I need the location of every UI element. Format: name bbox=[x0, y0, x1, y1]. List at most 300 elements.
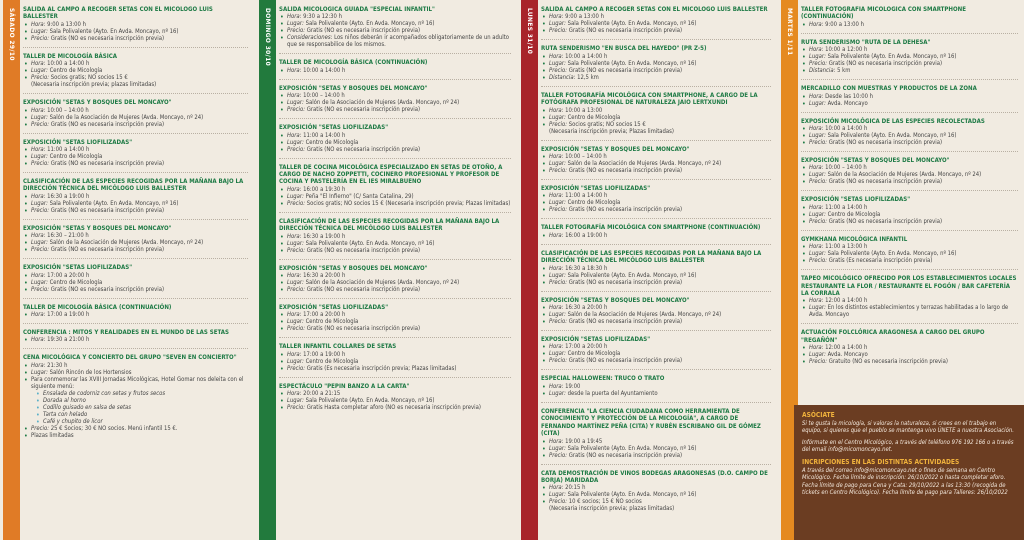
event-block bbox=[541, 470, 771, 518]
event-block bbox=[23, 139, 248, 173]
detail-separator: : bbox=[46, 114, 50, 121]
event-title: EXPOSICIÓN "SETAS Y BOSQUES DEL MONCAYO" bbox=[541, 145, 690, 153]
detail-separator: : bbox=[302, 319, 306, 326]
event-detail-line bbox=[541, 266, 771, 273]
detail-key: Hora bbox=[287, 351, 300, 358]
detail-separator: : bbox=[43, 233, 48, 240]
event-detail-line bbox=[541, 122, 771, 129]
detail-separator: : bbox=[821, 93, 826, 100]
event-detail-line bbox=[23, 363, 248, 370]
detail-key: Precio bbox=[287, 146, 304, 153]
event-title: GYMKHANA MICOLÓGICA INFANTIL bbox=[801, 235, 908, 243]
detail-key: Hora bbox=[287, 391, 300, 398]
event-title: TALLER DE COCINA MICOLÓGICA ESPECIALIZADO EN SETAS DE OTOÑO, A CARGO DE NACHO ZOPPETTI, COCINERO PROFESIONAL Y PROFESOR DE COCINA Y PASTELERÍA EN EL IES MIRALBUENO bbox=[279, 163, 503, 186]
detail-value: Gratis (NO es necesaria inscripción previa) bbox=[50, 35, 165, 42]
event-detail-line bbox=[541, 75, 771, 82]
detail-separator: : bbox=[302, 398, 306, 405]
detail-key: Hora bbox=[549, 53, 562, 60]
event-detail-line bbox=[279, 35, 511, 49]
detail-key: Lugar bbox=[549, 200, 565, 207]
detail-key: Hora bbox=[31, 337, 44, 344]
detail-separator: : bbox=[825, 218, 829, 225]
detail-value: Gratis (NO es necesaria inscripción previa) bbox=[306, 247, 421, 254]
detail-value: 17:00 a 20:00 h bbox=[47, 272, 90, 279]
detail-key: Lugar bbox=[287, 139, 303, 146]
detail-value: Socios gratis; NO socios 15 € bbox=[568, 121, 646, 128]
detail-separator: : bbox=[303, 365, 307, 372]
detail-key: Lugar bbox=[549, 312, 565, 319]
detail-key: Hora bbox=[31, 272, 44, 279]
detail-key: Precio bbox=[809, 140, 826, 147]
detail-separator: : bbox=[47, 286, 51, 293]
detail-key: Distancia bbox=[549, 74, 574, 81]
detail-separator: : bbox=[825, 359, 829, 366]
detail-value: Desde las 10:00 h bbox=[825, 93, 874, 100]
detail-separator: : bbox=[564, 351, 568, 358]
event-title: CLASIFICACIÓN DE LAS ESPECIES RECOGIDAS POR LA MAÑANA BAJO LA DIRECCIÓN TÉCNICA DEL MICÓLOGO LUIS BALLESTER bbox=[279, 217, 500, 233]
menu-item: • Codillo guisado en salsa de setas bbox=[23, 405, 248, 412]
detail-value: Sala Polivalente (Ayto. En Avda. Moncayo, nº 16) bbox=[49, 28, 179, 35]
detail-key: Precio bbox=[809, 258, 826, 265]
detail-value: 17:00 a 20:00 h bbox=[303, 312, 346, 319]
detail-separator: : bbox=[43, 272, 48, 279]
detail-separator: : bbox=[299, 14, 304, 21]
event-title: CONFERENCIA : MITOS Y REALIDADES EN EL MUNDO DE LAS SETAS bbox=[23, 329, 229, 337]
detail-value: Centro de Micología bbox=[827, 211, 881, 218]
event-title: TALLER FOTOGRAFÍA MICOLÓGICA CON SMARTPHONE, A CARGO DE LA FOTÓGRAFA PROFESIONAL DE NATURALEZA JAIO LERTXUNDI bbox=[541, 91, 758, 107]
event-title: TALLER DE MICOLOGÍA BÁSICA bbox=[23, 52, 118, 60]
detail-value: 19:30 a 21:00 h bbox=[47, 337, 90, 344]
event-detail-line bbox=[23, 337, 248, 344]
day-label-monday: LUNES 31/10 bbox=[526, 8, 534, 55]
detail-value: Socios gratis; NO socios 15 € (Necesaria inscripción previa; Plazas limitadas) bbox=[306, 200, 511, 207]
event-detail-line bbox=[23, 370, 248, 377]
event-detail-line bbox=[279, 201, 511, 208]
detail-value: Centro de Micología bbox=[567, 351, 621, 358]
event-detail-line bbox=[541, 439, 771, 446]
event-title: SALIDA AL CAMPO A RECOGER SETAS CON EL MICÓLOGO LUIS BALLESTER bbox=[23, 6, 213, 21]
detail-value: Gratis (NO es necesaria inscripción previa) bbox=[568, 279, 683, 286]
event-detail-line bbox=[23, 273, 248, 280]
detail-separator: : bbox=[573, 74, 578, 81]
event-detail-line bbox=[279, 194, 511, 201]
detail-value: 20:00 a 21:15 bbox=[303, 391, 341, 398]
detail-key: Lugar bbox=[287, 319, 303, 326]
detail-separator: : bbox=[299, 93, 304, 100]
detail-value: 17:00 a 19:00 h bbox=[47, 312, 90, 319]
event-note: (Necesaria inscripción previa; Plazas limitadas) bbox=[549, 128, 674, 135]
detail-value: 21:30 h bbox=[47, 362, 68, 369]
detail-separator: : bbox=[299, 132, 304, 139]
event-block bbox=[541, 45, 771, 86]
detail-separator: : bbox=[824, 251, 828, 258]
event-block bbox=[23, 178, 248, 220]
detail-key: Hora bbox=[287, 186, 300, 193]
event-detail-line bbox=[801, 345, 1018, 352]
detail-value: 10:00 – 14:00 h bbox=[47, 107, 89, 114]
detail-separator: : bbox=[46, 369, 50, 376]
detail-value: Avda. Moncayo bbox=[827, 100, 868, 107]
event-detail-line bbox=[23, 122, 248, 129]
event-title: TALLER FOTOGRAFÍA MICOLÓGICA CON SMARTPHONE (CONTINUACIÓN) bbox=[541, 224, 761, 232]
detail-key: Hora bbox=[549, 193, 562, 200]
event-detail-line bbox=[279, 287, 511, 294]
detail-key: Hora bbox=[31, 147, 44, 154]
event-text: • Plazas limitadas bbox=[23, 433, 248, 440]
detail-key: Hora bbox=[549, 344, 562, 351]
detail-value: 11:00 a 14:00 h bbox=[303, 132, 346, 139]
detail-key: Hora bbox=[549, 305, 562, 312]
event-detail-line bbox=[801, 219, 1018, 226]
detail-key: Hora bbox=[809, 345, 822, 352]
event-block bbox=[541, 185, 771, 219]
event-detail-line bbox=[541, 207, 771, 214]
event-detail-line bbox=[279, 140, 511, 147]
detail-key: Lugar bbox=[31, 240, 47, 247]
event-title: CLASIFICACIÓN DE LAS ESPECIES RECOGIDAS POR LA MAÑANA BAJO LA DIRECCIÓN TÉCNICA DEL MICÓLOGO LUIS BALLESTER bbox=[23, 178, 244, 193]
detail-separator: : bbox=[46, 240, 50, 247]
detail-key: Hora bbox=[31, 193, 44, 200]
event-detail-line bbox=[279, 234, 511, 241]
detail-value: 9:00 a 13:00 h bbox=[565, 14, 604, 21]
detail-key: Precio bbox=[31, 161, 48, 168]
detail-key: Hora bbox=[31, 362, 44, 369]
event-title: SALIDA AL CAMPO A RECOGER SETAS CON EL MICÓLOGO LUIS BALLESTER bbox=[541, 6, 768, 13]
event-detail-line bbox=[541, 168, 771, 175]
event-title: EXPOSICIÓN MICOLÓGICA DE LAS ESPECIES RECOLECTADAS bbox=[801, 117, 985, 125]
detail-value: 20:15 h bbox=[565, 485, 586, 492]
detail-value: Gratis (NO es necesaria inscripción previa) bbox=[50, 121, 165, 128]
detail-key: Precio bbox=[549, 207, 566, 214]
event-block bbox=[801, 275, 1018, 324]
detail-value: Salón de la Asociación de Mujeres (Avda. Moncayo, nº 24) bbox=[305, 100, 460, 107]
detail-value: 11:00 a 14:00 h bbox=[825, 204, 868, 211]
event-detail-line bbox=[23, 208, 248, 215]
detail-value: 19:00 bbox=[565, 383, 581, 390]
detail-value: 9:30 a 12:30 h bbox=[303, 14, 342, 21]
detail-separator: : bbox=[302, 193, 306, 200]
detail-separator: : bbox=[561, 53, 566, 60]
event-block bbox=[801, 196, 1018, 230]
detail-key: Hora bbox=[809, 244, 822, 251]
detail-separator: : bbox=[46, 28, 50, 35]
event-detail-line bbox=[541, 28, 771, 35]
event-detail-line bbox=[23, 68, 248, 75]
detail-value: Sala Polivalente (Ayto. En Avda. Moncayo, nº 16) bbox=[827, 133, 957, 140]
detail-key: Precio bbox=[287, 405, 304, 412]
detail-key: Consideraciones bbox=[287, 35, 331, 42]
detail-separator: : bbox=[47, 161, 51, 168]
detail-value: Gratis (NO es necesaria inscripción previa) bbox=[50, 161, 165, 168]
event-block bbox=[279, 343, 511, 377]
info-box bbox=[794, 405, 1024, 540]
event-detail-line bbox=[279, 326, 511, 333]
event-block bbox=[541, 297, 771, 331]
detail-key: Lugar bbox=[809, 305, 825, 312]
detail-separator: : bbox=[302, 21, 306, 28]
detail-key: Lugar bbox=[549, 390, 565, 397]
detail-value: Gratis (NO es necesaria inscripción previa) bbox=[828, 179, 943, 186]
event-detail-line bbox=[541, 233, 771, 240]
detail-key: Hora bbox=[549, 107, 562, 114]
detail-separator: : bbox=[821, 345, 826, 352]
detail-value: Sala Polivalente (Ayto. En Avda. Moncayo, nº 16) bbox=[827, 251, 957, 258]
detail-key: Lugar bbox=[549, 445, 565, 452]
detail-key: Precio bbox=[287, 200, 304, 207]
detail-separator: : bbox=[565, 499, 569, 506]
inscripciones-text: A través del correo info@micomoncayo.net o fines de semana en Centro Micológico. Fecha límite de inscripción: 26/10/2022 o hasta completar aforo. Fecha límite de pago para Cena y Cata: 29/10/2022 a las 13:30 (recogida de tickets en Centro Micológico). Fecha límite de pago para Talleres: 26/10/2022 bbox=[802, 468, 1008, 497]
detail-value: Salón de la Asociación de Mujeres (Avda. Moncayo, nº 24) bbox=[827, 172, 982, 179]
detail-value: Sala Polivalente (Ayto. En Avda. Moncayo, nº 16) bbox=[827, 54, 957, 61]
detail-value: Centro de Micología bbox=[567, 200, 621, 207]
detail-key: Lugar bbox=[549, 114, 565, 121]
detail-key: Precio bbox=[31, 207, 48, 214]
asociate-text-1: Si te gusta la micología, si valoras la naturaleza, si crees en el trabajo en equipo, si quieres que el pueblo se mantenga vivo ÚNETE a nuestra Asociación. bbox=[802, 421, 1014, 435]
detail-key: Hora bbox=[31, 233, 44, 240]
day-band-saturday bbox=[3, 0, 20, 540]
detail-separator: : bbox=[565, 319, 569, 326]
event-title: TALLER INFANTIL COLLARES DE SETAS bbox=[279, 343, 397, 351]
event-title: TALLER FOTOGRAFÍA MICOLÓGICA CON SMARTPHONE (CONTINUACIÓN) bbox=[801, 6, 967, 21]
detail-separator: : bbox=[825, 179, 829, 186]
menu-item: • Dorada al horno bbox=[23, 398, 248, 405]
detail-separator: : bbox=[564, 445, 568, 452]
detail-key: Hora bbox=[31, 61, 44, 68]
detail-separator: : bbox=[821, 298, 826, 305]
event-block bbox=[23, 53, 248, 94]
detail-separator: : bbox=[564, 21, 568, 28]
detail-key: Lugar bbox=[809, 251, 825, 258]
event-detail-line bbox=[279, 273, 511, 280]
detail-value: 9:00 a 13:00 h bbox=[47, 21, 86, 28]
event-detail-line bbox=[541, 280, 771, 287]
detail-key: Lugar bbox=[31, 28, 47, 35]
event-detail-line bbox=[801, 205, 1018, 212]
asociate-heading: ASÓCIATE bbox=[802, 411, 835, 419]
event-detail-line bbox=[279, 241, 511, 248]
event-block bbox=[279, 304, 511, 338]
event-block bbox=[23, 99, 248, 133]
event-block bbox=[801, 329, 1018, 370]
event-title: EXPOSICIÓN "SETAS Y BOSQUES DEL MONCAYO" bbox=[801, 157, 950, 165]
detail-separator: : bbox=[825, 140, 829, 147]
asociate-text-2: Infórmate en el Centro Micológico, a través del teléfono 976 192 166 o a través del email info@micomoncayo.net. bbox=[802, 439, 1014, 453]
detail-key: Lugar bbox=[809, 100, 825, 107]
event-block bbox=[279, 265, 511, 299]
detail-key: Precio bbox=[31, 35, 48, 42]
detail-value: 10:00 – 14:00 h bbox=[565, 154, 607, 161]
column-monday bbox=[541, 6, 771, 538]
event-detail-line bbox=[23, 280, 248, 287]
event-title: EXPOSICIÓN "SETAS LIOFILIZADAS" bbox=[23, 264, 133, 272]
detail-separator: : bbox=[561, 154, 566, 161]
detail-separator: : bbox=[565, 67, 569, 74]
detail-value: Gratis (NO es necesaria inscripción previa) bbox=[568, 207, 683, 214]
detail-key: Lugar bbox=[809, 211, 825, 218]
event-detail-line bbox=[801, 359, 1018, 366]
detail-value: Salón de la Asociación de Mujeres (Avda. Moncayo, nº 24) bbox=[567, 161, 722, 168]
detail-separator: : bbox=[561, 305, 566, 312]
detail-value: Gratis Hasta completar aforo (NO es necesaria inscripción previa) bbox=[306, 405, 481, 412]
detail-value: 10:00 a 14:00 h bbox=[47, 61, 90, 68]
detail-separator: : bbox=[299, 351, 304, 358]
detail-key: Lugar bbox=[549, 161, 565, 168]
event-detail-line bbox=[541, 312, 771, 319]
event-text: • Para conmemorar las XVIII Jornadas Micológicas, Hotel Gomar nos deleita con el siguiente menú: bbox=[23, 377, 248, 391]
detail-value: 5 km bbox=[837, 68, 851, 75]
detail-key: Lugar bbox=[549, 60, 565, 67]
event-detail-line bbox=[279, 280, 511, 287]
detail-separator: : bbox=[821, 21, 826, 28]
event-title: RUTA SENDERISMO "EN BUSCA DEL HAYEDO" (PR Z-5) bbox=[541, 45, 707, 53]
detail-separator: : bbox=[561, 485, 566, 492]
event-block bbox=[801, 236, 1018, 270]
event-title: EXPOSICIÓN "SETAS Y BOSQUES DEL MONCAYO" bbox=[541, 296, 690, 304]
detail-value: Salón Rincón de los Hortensios bbox=[49, 369, 132, 376]
event-block bbox=[801, 118, 1018, 152]
detail-value: Gratis (NO es necesaria inscripción previa) bbox=[568, 452, 683, 459]
detail-value: Gratis (NO es necesaria inscripción previa) bbox=[306, 287, 421, 294]
detail-value: Gratis (NO es necesaria inscripción previa) bbox=[50, 247, 165, 254]
event-block bbox=[23, 304, 248, 324]
event-block bbox=[23, 6, 248, 48]
detail-value: 10:00 a 12:00 h bbox=[825, 47, 868, 54]
event-title: EXPOSICIÓN "SETAS LIOFILIZADAS" bbox=[801, 196, 911, 204]
event-block bbox=[801, 85, 1018, 112]
event-block bbox=[541, 146, 771, 180]
detail-value: Gratis (NO es necesaria inscripción previa) bbox=[828, 218, 943, 225]
detail-key: Precio bbox=[287, 365, 304, 372]
detail-key: Hora bbox=[287, 273, 300, 280]
detail-separator: : bbox=[302, 139, 306, 146]
day-band-monday bbox=[521, 0, 538, 540]
detail-separator: : bbox=[561, 344, 566, 351]
detail-separator: : bbox=[330, 35, 335, 42]
detail-separator: : bbox=[47, 425, 51, 432]
event-title: EXPOSICIÓN "SETAS Y BOSQUES DEL MONCAYO" bbox=[23, 99, 172, 107]
detail-key: Precio bbox=[287, 28, 304, 35]
detail-value: Sala Polivalente (Ayto. En Avda. Moncayo, nº 16) bbox=[305, 21, 435, 28]
detail-key: Lugar bbox=[549, 351, 565, 358]
detail-separator: : bbox=[299, 233, 304, 240]
detail-separator: : bbox=[824, 305, 828, 312]
event-detail-line bbox=[801, 133, 1018, 140]
event-detail-line bbox=[23, 22, 248, 29]
event-detail-line bbox=[23, 312, 248, 319]
detail-separator: : bbox=[47, 207, 51, 214]
event-title: TALLER DE MICOLOGÍA BÁSICA (CONTINUACIÓN) bbox=[23, 303, 172, 311]
detail-key: Precio bbox=[809, 218, 826, 225]
detail-key: Hora bbox=[549, 265, 562, 272]
event-title: RUTA SENDERISMO "RUTA DE LA DEHESA" bbox=[801, 38, 931, 46]
detail-value: Centro de Micología bbox=[305, 358, 359, 365]
detail-separator: : bbox=[561, 383, 566, 390]
detail-value: Sala Polivalente (Ayto. En Avda. Moncayo, nº 16) bbox=[567, 492, 697, 499]
event-block bbox=[541, 336, 771, 370]
event-title: EXPOSICIÓN "SETAS LIOFILIZADAS" bbox=[279, 124, 389, 132]
event-detail-line bbox=[23, 161, 248, 168]
detail-key: Precio bbox=[287, 287, 304, 294]
detail-value: Sala Polivalente (Ayto. En Avda. Moncayo, nº 16) bbox=[567, 272, 697, 279]
column-saturday bbox=[23, 6, 248, 538]
detail-value: Sala Polivalente (Ayto. En Avda. Moncayo, nº 16) bbox=[305, 398, 435, 405]
event-title: TAPEO MICOLÓGICO OFRECIDO POR LOS ESTABLECIMIENTOS LOCALES RESTAURANTE LA FLOR / RESTAURANTE EL FOGÓN / BAR CAFETERÍA LA CORRALA bbox=[801, 275, 1017, 298]
detail-separator: : bbox=[564, 161, 568, 168]
event-detail-line bbox=[541, 492, 771, 499]
detail-key: Lugar bbox=[31, 369, 47, 376]
detail-separator: : bbox=[303, 107, 307, 114]
detail-value: Gratis (NO es necesaria inscripción previa) bbox=[306, 326, 421, 333]
event-detail-line bbox=[23, 115, 248, 122]
detail-value: Gratis (Es necesaria inscripción previa; Plazas limitadas) bbox=[306, 365, 457, 372]
detail-key: Distancia bbox=[809, 68, 834, 75]
detail-key: Hora bbox=[549, 232, 562, 239]
detail-key: Precio bbox=[31, 286, 48, 293]
event-title: CLASIFICACIÓN DE LAS ESPECIES RECOGIDAS POR LA MAÑANA BAJO LA DIRECCIÓN TÉCNICA DEL MICÓLOGO LUIS BALLESTER bbox=[541, 249, 762, 265]
detail-value: Salón de la Asociación de Mujeres (Avda. Moncayo, nº 24) bbox=[49, 240, 204, 247]
detail-value: Gratis (NO es necesaria inscripción previa) bbox=[50, 286, 165, 293]
event-detail-line bbox=[279, 68, 511, 75]
detail-separator: : bbox=[564, 200, 568, 207]
event-detail-line bbox=[541, 161, 771, 168]
event-detail-line bbox=[801, 94, 1018, 101]
detail-value: Centro de Micología bbox=[49, 279, 103, 286]
detail-value: 10 € socios; 15 € NO socios bbox=[568, 499, 642, 506]
detail-value: Avda. Moncayo bbox=[827, 352, 868, 359]
detail-value: Gratis (NO es necesaria inscripción previa) bbox=[306, 107, 421, 114]
detail-value: Centro de Micología bbox=[305, 139, 359, 146]
detail-separator: : bbox=[833, 68, 838, 75]
event-detail-line bbox=[23, 287, 248, 294]
event-block bbox=[23, 329, 248, 349]
detail-separator: : bbox=[824, 211, 828, 218]
detail-separator: : bbox=[561, 438, 566, 445]
detail-value: 9:00 a 13:00 h bbox=[825, 21, 864, 28]
menu-item: • Tarta con helado bbox=[23, 412, 248, 419]
detail-key: Hora bbox=[287, 132, 300, 139]
detail-key: Hora bbox=[287, 233, 300, 240]
detail-key: Precio bbox=[31, 425, 48, 432]
detail-value: 16:30 – 21:00 h bbox=[47, 233, 89, 240]
detail-key: Lugar bbox=[549, 21, 565, 28]
event-detail-line bbox=[279, 405, 511, 412]
event-title: MERCADILLO CON MUESTRAS Y PRODUCTOS DE LA ZONA bbox=[801, 85, 977, 93]
detail-separator: : bbox=[565, 452, 569, 459]
detail-value: Centro de Micología bbox=[305, 319, 359, 326]
detail-value: Sala Polivalente (Ayto. En Avda. Moncayo, nº 16) bbox=[567, 21, 697, 28]
event-title: CONFERENCIA "LA CIENCIA CIUDADANA COMO HERRAMIENTA DE CONOCIMIENTO Y PROTECCIÓN DE LA MICOLOGÍA", A CARGO DE FERNANDO MARTÍNEZ PEÑA (CITA) Y RUBÉN ESCRIBANO GIL DE GÓMEZ (CITA) bbox=[541, 407, 761, 438]
event-detail-line bbox=[801, 101, 1018, 108]
detail-separator: : bbox=[564, 492, 568, 499]
detail-value: 16:30 a 19:00 h bbox=[47, 193, 90, 200]
detail-separator: : bbox=[302, 358, 306, 365]
event-detail-line bbox=[801, 140, 1018, 147]
detail-key: Lugar bbox=[287, 240, 303, 247]
detail-value: 16:00 a 19:00 h bbox=[565, 232, 608, 239]
detail-separator: : bbox=[565, 121, 569, 128]
detail-separator: : bbox=[302, 100, 306, 107]
detail-key: Lugar bbox=[287, 358, 303, 365]
inscripciones-heading: INCRIPCIONES EN LAS DISTINTAS ACTIVIDADES bbox=[802, 458, 960, 467]
detail-value: Sala Polivalente (Ayto. En Avda. Moncayo, nº 16) bbox=[305, 240, 435, 247]
detail-separator: : bbox=[302, 240, 306, 247]
detail-value: 17:00 a 19:00 h bbox=[303, 351, 346, 358]
detail-separator: : bbox=[43, 21, 48, 28]
detail-separator: : bbox=[303, 405, 307, 412]
event-title: EXPOSICIÓN "SETAS Y BOSQUES DEL MONCAYO" bbox=[279, 264, 428, 272]
event-detail-line bbox=[23, 154, 248, 161]
detail-value: 16:30 a 19:00 h bbox=[303, 233, 346, 240]
